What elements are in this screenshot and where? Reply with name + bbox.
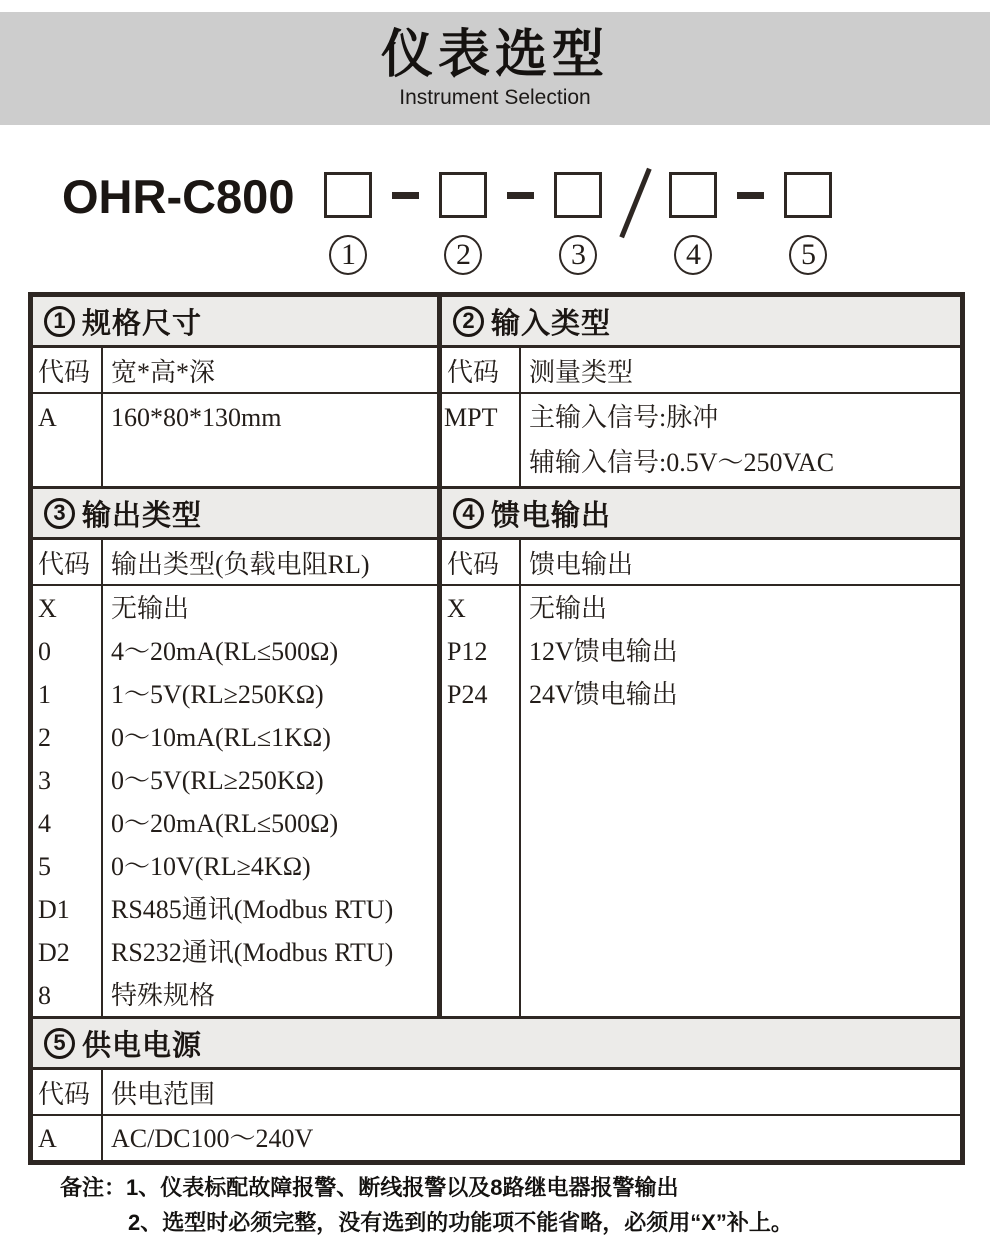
page-title: 仪表选型	[380, 26, 609, 84]
section-5-content	[33, 1116, 960, 1160]
dash-icon	[507, 192, 534, 199]
model-separator-dash-3	[717, 172, 784, 199]
section-1-title	[33, 297, 437, 348]
title-band	[0, 12, 990, 125]
table-cell-code: D1	[38, 895, 70, 924]
section-2-code-header: 代码	[442, 348, 521, 392]
table-cell-desc: 0～5V(RL≥250KΩ)	[111, 766, 324, 795]
section-1-code-header: 代码	[33, 348, 103, 392]
section-4-header-row	[442, 540, 960, 586]
section-5-label: 供电电源	[82, 1029, 203, 1062]
table-cell-desc: 24V馈电输出	[529, 680, 678, 709]
model-separator-dash-1	[372, 172, 439, 199]
model-separator-slash	[602, 172, 669, 240]
section-2-title	[442, 297, 960, 348]
section-1-label: 规格尺寸	[82, 307, 203, 340]
table-cell-code: 0	[38, 637, 51, 666]
table-cell-code: 4	[38, 809, 51, 838]
table-right-column	[442, 297, 960, 1016]
section-3-desc-header: 输出类型(负载电阻RL)	[111, 549, 370, 579]
table-cell-code: X	[38, 594, 57, 623]
section-5-desc-header: 供电范围	[111, 1079, 216, 1109]
model-code-diagram	[62, 172, 832, 275]
circled-number-icon: 3	[44, 498, 75, 529]
table-cell-desc: 12V馈电输出	[529, 637, 678, 666]
model-field-4	[669, 172, 717, 275]
table-cell-desc: RS485通讯(Modbus RTU)	[111, 895, 394, 924]
section-2-header-row	[442, 348, 960, 394]
model-field-1	[324, 172, 372, 275]
dash-icon	[737, 192, 764, 199]
section-4-desc-header: 馈电输出	[529, 549, 634, 579]
table-cell-desc: 0～10V(RL≥4KΩ)	[111, 852, 311, 881]
table-cell-code: 5	[38, 852, 51, 881]
section-4-label: 馈电输出	[491, 499, 612, 532]
section-3-code-header: 代码	[33, 540, 103, 584]
model-field-box-5	[784, 172, 832, 218]
section-5-code-header: 代码	[33, 1070, 103, 1114]
table-cell-desc: 1～5V(RL≥250KΩ)	[111, 680, 324, 709]
table-cell-desc: 特殊规格	[111, 981, 216, 1010]
table-cell-code: 1	[38, 680, 51, 709]
footnote-label: 备注：	[60, 1175, 127, 1200]
table-cell-desc: 0～10mA(RL≤1KΩ)	[111, 723, 331, 752]
table-cell-code: 2	[38, 723, 51, 752]
table-cell-code: 8	[38, 981, 51, 1010]
section-1-header-row	[33, 348, 437, 394]
model-separator-dash-2	[487, 172, 554, 199]
footnote-line-2	[60, 1207, 960, 1238]
footnotes	[60, 1172, 960, 1238]
table-cell-code: MPT	[444, 403, 498, 432]
table-cell-code: 3	[38, 766, 51, 795]
model-field-3	[554, 172, 602, 275]
table-cell-desc: 无输出	[111, 594, 190, 623]
section-2-desc-header: 测量类型	[529, 357, 634, 387]
model-field-box-3	[554, 172, 602, 218]
table-cell-code: P24	[447, 680, 488, 709]
model-field-box-4	[669, 172, 717, 218]
section-3-content	[33, 586, 437, 1016]
footnote-text-2: 2、选型时必须完整，没有选到的功能项不能省略，必须用“X”补上。	[128, 1210, 793, 1235]
page-subtitle: Instrument Selection	[399, 86, 591, 109]
section-2-label: 输入类型	[491, 307, 612, 340]
section-3-label: 输出类型	[82, 499, 203, 532]
section-2-content	[442, 394, 960, 486]
circled-number-icon: 1	[44, 306, 75, 337]
section-5-header-row	[33, 1070, 960, 1116]
model-field-number-1: 1	[329, 235, 367, 275]
table-bottom-area	[33, 1016, 960, 1160]
table-cell-code: A	[38, 1124, 57, 1153]
circled-number-icon: 4	[453, 498, 484, 529]
selection-table	[28, 292, 965, 1165]
model-field-number-5: 5	[789, 235, 827, 275]
section-4-content	[442, 586, 960, 1016]
section-3-title	[33, 486, 437, 540]
section-3-header-row	[33, 540, 437, 586]
table-cell-desc: 主输入信号:脉冲	[529, 403, 719, 432]
table-cell-desc: 4～20mA(RL≤500Ω)	[111, 637, 339, 666]
model-field-number-4: 4	[674, 235, 712, 275]
table-cell-desc: 0～20mA(RL≤500Ω)	[111, 809, 339, 838]
section-1-desc-header: 宽*高*深	[111, 357, 216, 387]
dash-icon	[392, 192, 419, 199]
table-cell-desc: AC/DC100～240V	[111, 1124, 314, 1153]
table-cell-code: P12	[447, 637, 488, 666]
table-cell-desc: 辅输入信号:0.5V～250VAC	[529, 448, 835, 477]
section-4-code-header: 代码	[442, 540, 521, 584]
table-cell-code: A	[38, 403, 57, 432]
section-4-title	[442, 486, 960, 540]
model-field-box-1	[324, 172, 372, 218]
table-cell-code: X	[447, 594, 466, 623]
table-left-column	[33, 297, 442, 1016]
section-1-content	[33, 394, 437, 486]
model-field-box-2	[439, 172, 487, 218]
footnote-line-1	[60, 1172, 960, 1203]
model-field-number-3: 3	[559, 235, 597, 275]
model-prefix: OHR-C800	[62, 170, 295, 223]
model-field-2	[439, 172, 487, 275]
section-5-title	[33, 1016, 960, 1070]
table-cell-code: D2	[38, 938, 70, 967]
footnote-text-1: 1、仪表标配故障报警、断线报警以及8路继电器报警输出	[126, 1175, 679, 1200]
circled-number-icon: 2	[453, 306, 484, 337]
table-upper-area	[33, 297, 960, 1016]
table-cell-desc: 无输出	[529, 594, 608, 623]
slash-icon	[620, 168, 652, 238]
circled-number-icon: 5	[44, 1028, 75, 1059]
table-cell-desc: 160*80*130mm	[111, 403, 282, 432]
model-field-number-2: 2	[444, 235, 482, 275]
table-cell-desc: RS232通讯(Modbus RTU)	[111, 938, 394, 967]
model-field-5	[784, 172, 832, 275]
